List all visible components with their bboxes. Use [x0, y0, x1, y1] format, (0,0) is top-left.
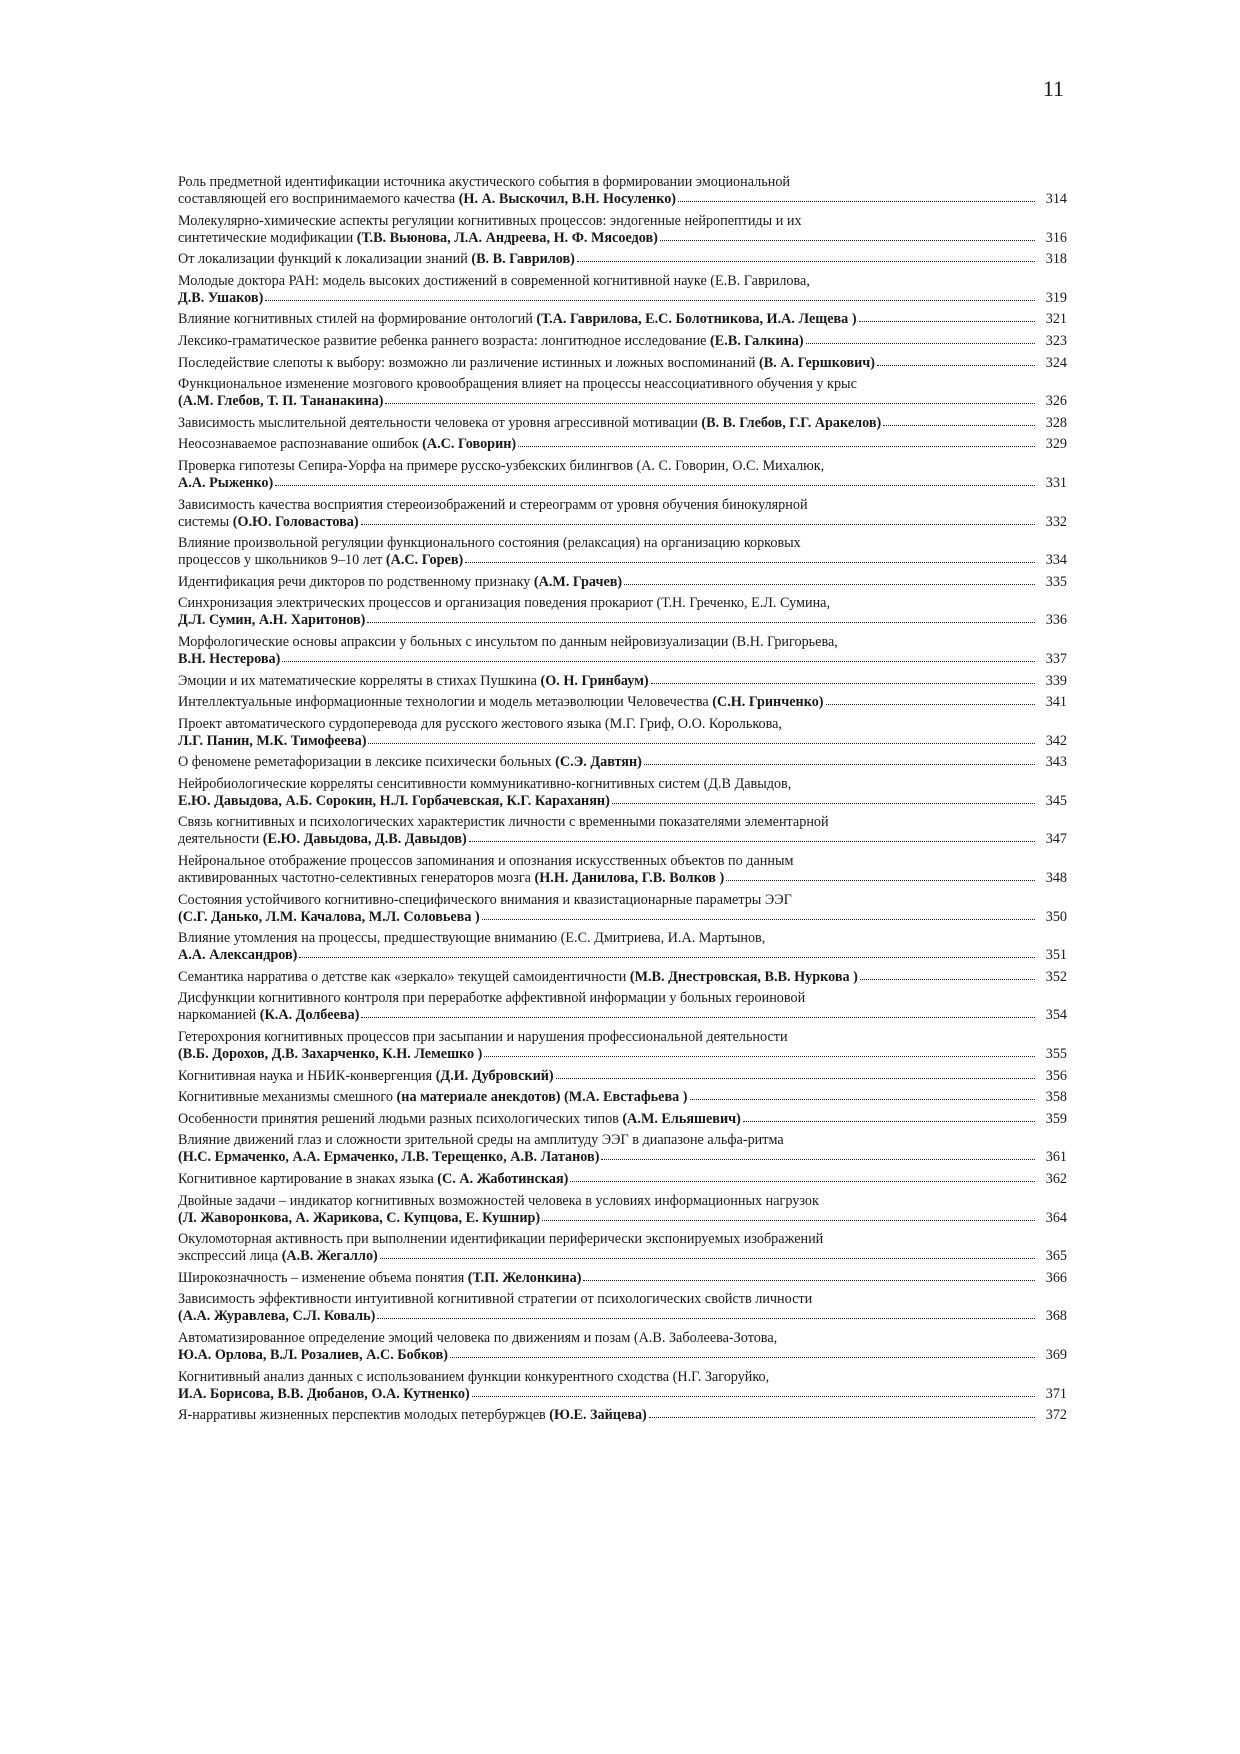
toc-entry-text [178, 754, 642, 771]
toc-entry-title-line: Гетерохрония когнитивных процессов при засыпании и нарушения профессиональной деятельности [178, 1029, 788, 1046]
toc-entry-text [178, 1089, 688, 1106]
toc-entry-page[interactable]: 334 [1045, 552, 1067, 569]
toc-entry[interactable] [178, 251, 1067, 268]
toc-entry-authors: (Т.П. Желонкина) [467, 1269, 582, 1286]
toc-entry-title-line: Роль предметной идентификации источника акустического события в формировании эмоциональной [178, 174, 790, 190]
toc-entry[interactable] [178, 1407, 1067, 1424]
toc-entry-final-line [178, 552, 1067, 569]
toc-entry-title-line: Двойные задачи – индикатор когнитивных возможностей человека в условиях информационных нагрузок [178, 1192, 819, 1209]
dot-leader [299, 955, 1035, 958]
toc-entry-text [178, 333, 804, 350]
toc-entry-title-line: Зависимость качества восприятия стереоизображений и стереограмм от уровня обучения бинокулярной [178, 496, 808, 513]
toc-entry-page[interactable]: 345 [1045, 792, 1067, 809]
toc-entry[interactable] [178, 754, 1067, 771]
toc-entry-final-line [178, 909, 1067, 926]
toc-entry-final-line [178, 355, 1067, 372]
toc-entry-authors: (В. В. Гаврилов) [471, 251, 575, 268]
toc-entry[interactable] [178, 458, 1067, 492]
toc-entry-text [178, 311, 857, 328]
toc-entry-title: Когнитивная наука и НБИК-конвергенция [178, 1067, 433, 1084]
toc-entry-page[interactable]: 314 [1045, 191, 1067, 207]
dot-leader [859, 319, 1035, 322]
toc-entry-authors: (Т.В. Вьюнова, Л.А. Андреева, Н. Ф. Мясоедов) [356, 229, 658, 246]
toc-entry[interactable] [178, 694, 1067, 711]
toc-entry[interactable] [178, 355, 1067, 372]
toc-entry-title-line: Молодые доктора РАН: модель высоких достижений в современной когнитивной науке (Е.В. Гаврилова, [178, 272, 810, 289]
toc-entry-title: Я-нарративы жизненных перспектив молодых петербуржцев [178, 1407, 546, 1424]
toc-entry-text [178, 1068, 554, 1085]
toc-entry-final-line [178, 475, 1067, 492]
toc-entry-page[interactable]: 359 [1045, 1110, 1067, 1127]
toc-entry-page[interactable]: 351 [1045, 947, 1067, 964]
toc-entry[interactable] [178, 1330, 1067, 1364]
toc-entry-text [178, 1210, 540, 1227]
toc-entry-text [178, 1248, 378, 1265]
toc-entry-page[interactable]: 347 [1045, 831, 1067, 848]
toc-entry-text [178, 733, 366, 750]
toc-entry-page[interactable]: 316 [1045, 229, 1067, 246]
toc-entry-title-line: Автоматизированное определение эмоций человека по движениям и позам (А.В. Заболеева-Зотова, [178, 1329, 778, 1346]
toc-entry-text [178, 673, 649, 690]
toc-entry-final-line [178, 1007, 1067, 1024]
toc-entry-authors: (К.А. Долбеева) [256, 1007, 360, 1024]
toc-entry-final-line [178, 733, 1067, 750]
toc-entry-authors: (О.Ю. Головастова) [232, 513, 359, 530]
toc-entry-final-line [178, 673, 1067, 690]
toc-entry-final-line [178, 694, 1067, 711]
toc-entry-authors: (А.М. Глебов, Т. П. Тананакина) [178, 393, 384, 410]
toc-entry-text [178, 870, 724, 887]
toc-entry-authors: (А.С. Говорин) [422, 436, 517, 453]
toc-entry-title: экспрессий лица [178, 1248, 279, 1265]
toc-entry-authors: (В. А. Гершкович) [758, 354, 876, 371]
toc-entry[interactable] [178, 333, 1067, 350]
toc-entry-title: Эмоции и их математические корреляты в стихах Пушкина [178, 672, 537, 689]
toc-entry-title: наркоманией [178, 1007, 257, 1024]
toc-entry-authors: (С.Г. Данько, Л.М. Качалова, М.Л. Соловьева ) [178, 908, 480, 925]
toc-entry-final-line [178, 191, 1067, 208]
toc-entry-text [178, 574, 622, 591]
toc-entry-final-line [178, 251, 1067, 268]
toc-entry-page[interactable]: 336 [1045, 612, 1067, 629]
toc-entry[interactable] [178, 1029, 1067, 1063]
toc-entry-page[interactable]: 365 [1045, 1248, 1067, 1265]
toc-entry-final-line [178, 333, 1067, 350]
toc-entry-title-line: Зависимость эффективности интуитивной когнитивной стратегии от психологических свойств личности [178, 1291, 813, 1308]
toc-entry[interactable] [178, 853, 1067, 887]
toc-entry-final-line [178, 793, 1067, 810]
toc-entry-authors: (В.Б. Дорохов, Д.В. Захарченко, К.Н. Лемешко ) [178, 1046, 483, 1063]
toc-entry-title: От локализации функций к локализации знаний [178, 251, 468, 268]
toc-entry-title: Влияние когнитивных стилей на формирование онтологий [178, 311, 533, 328]
toc-entry-text [178, 552, 463, 569]
toc-entry-authors: (Н.Н. Данилова, Г.В. Волков ) [534, 870, 725, 887]
toc-entry-final-line [178, 947, 1067, 964]
dot-leader [361, 522, 1035, 525]
toc-entry-title: деятельности [178, 831, 260, 848]
toc-entry-text [178, 230, 658, 247]
toc-entry-title: Когнитивное картирование в знаках языка [178, 1171, 434, 1187]
toc-entry[interactable] [178, 415, 1067, 432]
toc-entry-page[interactable]: 328 [1045, 414, 1067, 431]
toc-entry-page[interactable]: 372 [1045, 1407, 1067, 1424]
toc-entry-page[interactable]: 354 [1045, 1007, 1067, 1024]
dot-leader [556, 1076, 1035, 1079]
toc-entry-final-line [178, 415, 1067, 432]
toc-entry-title: процессов у школьников 9–10 лет [178, 552, 383, 569]
toc-entry[interactable] [178, 634, 1067, 668]
toc-entry-text [178, 1347, 448, 1364]
dot-leader [361, 1015, 1035, 1018]
toc-entry-text [178, 1007, 359, 1024]
toc-entry[interactable] [178, 673, 1067, 690]
toc-entry-title-line: Связь когнитивных и психологических характеристик личности с временными показателями элементарной [178, 814, 829, 831]
toc-entry-page[interactable]: 326 [1045, 393, 1067, 410]
toc-entry-authors: Л.Г. Панин, М.К. Тимофеева) [178, 732, 367, 749]
toc-entry-authors: (Е.Ю. Давыдова, Д.В. Давыдов) [262, 831, 467, 848]
toc-entry-text [178, 1171, 568, 1188]
toc-entry-page[interactable]: 339 [1045, 672, 1067, 689]
toc-entry[interactable] [178, 535, 1067, 569]
toc-entry-final-line [178, 1308, 1067, 1325]
dot-leader [577, 259, 1035, 262]
toc-entry[interactable] [178, 1089, 1067, 1106]
toc-entry-text [178, 947, 297, 964]
toc-entry-page[interactable]: 335 [1045, 573, 1067, 590]
dot-leader [690, 1097, 1036, 1100]
dot-leader [472, 1394, 1035, 1397]
toc-entry-final-line [178, 1089, 1067, 1106]
toc-entry-title: Интеллектуальные информационные технологии и модель метаэволюции Человечества [178, 694, 709, 711]
toc-entry-authors: Е.Ю. Давыдова, А.Б. Сорокин, Н.Л. Горбачевская, К.Г. Караханян) [178, 792, 610, 809]
toc-entry-text [178, 1046, 482, 1063]
dot-leader [450, 1355, 1035, 1358]
toc-entry-title-line: Синхронизация электрических процессов и организация поведения прокариот (Т.Н. Греченко, Е.Л. Сумина, [178, 595, 831, 612]
toc-entry-page[interactable]: 364 [1045, 1209, 1067, 1226]
toc-entry-authors: (А.С. Горев) [385, 552, 464, 569]
dot-leader [612, 801, 1035, 804]
dot-leader [644, 762, 1035, 765]
toc-entry-title: Идентификация речи дикторов по родственному признаку [178, 573, 531, 590]
toc-entry-final-line [178, 311, 1067, 328]
toc-entry-title: составляющей его воспринимаемого качества [178, 191, 456, 207]
toc-entry-title-line: Функциональное изменение мозгового кровообращения влияет на процессы неассоциативного обучения у крыс [178, 376, 857, 393]
toc-entry-text [178, 355, 875, 372]
dot-leader [385, 401, 1035, 404]
toc-entry[interactable] [178, 930, 1067, 964]
dot-leader [601, 1157, 1035, 1160]
toc-entry-title-line: Влияние утомления на процессы, предшествующие вниманию (Е.С. Дмитриева, И.А. Мартынов, [178, 930, 766, 947]
toc-entry-text [178, 969, 858, 986]
dot-leader [542, 1218, 1035, 1221]
toc-entry-title-line: Дисфункции когнитивного контроля при переработке аффективной информации у больных героиновой [178, 990, 806, 1007]
toc-entry-authors: (В. В. Глебов, Г.Г. Аракелов) [701, 414, 882, 431]
toc-entry-final-line [178, 612, 1067, 629]
dot-leader [482, 917, 1035, 920]
page-number: 11 [1042, 76, 1064, 101]
toc-entry-title-line: Нейробиологические корреляты сенситивности коммуникативно-когнитивных систем (Д.В Давыдов, [178, 775, 792, 792]
dot-leader [275, 483, 1035, 486]
toc-entry-title-line: Морфологические основы апраксии у больных с инсультом по данным нейровизуализации (В.Н. Григорьева, [178, 633, 838, 650]
toc-entry-final-line [178, 651, 1067, 668]
toc-entry-page[interactable]: 366 [1045, 1269, 1067, 1286]
toc-entry-authors: (М.В. Днестровская, В.В. Нуркова ) [626, 968, 858, 985]
toc-entry[interactable] [178, 376, 1067, 410]
toc-entry-title: Лексико-граматическое развитие ребенка раннего возраста: лонгитюдное исследование [178, 332, 707, 349]
dot-leader [806, 341, 1035, 344]
dot-leader [377, 1316, 1035, 1319]
toc-entry-final-line [178, 1386, 1067, 1403]
toc-entry-title: системы [178, 513, 230, 530]
toc-entry[interactable] [178, 1231, 1067, 1265]
toc-entry-text [178, 191, 676, 208]
toc-entry-page[interactable]: 356 [1045, 1067, 1067, 1084]
dot-leader [860, 977, 1035, 980]
toc-entry-authors: Д.Л. Сумин, А.Н. Харитонов) [178, 612, 366, 629]
toc-entry-title-line: Когнитивный анализ данных с использованием функции конкурентного сходства (Н.Г. Загоруйко, [178, 1368, 770, 1385]
toc-entry-authors: (Д.И. Дубровский) [432, 1067, 554, 1084]
toc-entry-page[interactable]: 332 [1045, 513, 1067, 530]
toc-entry-authors: (Л. Жаворонкова, А. Жарикова, С. Купцова, Е. Кушнир) [178, 1209, 541, 1226]
toc-entry-page[interactable]: 361 [1045, 1149, 1067, 1166]
dot-leader [826, 702, 1035, 705]
toc-entry-page[interactable]: 358 [1045, 1089, 1067, 1106]
dot-leader [660, 238, 1035, 241]
toc-entry[interactable] [178, 174, 1067, 208]
dot-leader [649, 1415, 1035, 1418]
toc-entry-authors: (Е.В. Галкина) [710, 332, 804, 349]
toc-entry-final-line [178, 1046, 1067, 1063]
toc-entry[interactable] [178, 990, 1067, 1024]
toc-entry-title: синтетические модификации [178, 229, 354, 246]
dot-leader [583, 1278, 1035, 1281]
toc-entry-page[interactable]: 324 [1045, 354, 1067, 371]
toc-entry-authors: А.А. Рыженко) [178, 474, 274, 491]
dot-leader [570, 1179, 1035, 1182]
dot-leader [380, 1256, 1035, 1259]
toc-entry[interactable] [178, 595, 1067, 629]
dot-leader [883, 423, 1035, 426]
dot-leader [877, 363, 1035, 366]
toc-entry-title-line: Состояния устойчивого когнитивно-специфического внимания и квазистационарные параметры ЭЭГ [178, 891, 792, 908]
toc-entry[interactable] [178, 311, 1067, 328]
toc-entry-text [178, 793, 610, 810]
toc-entry-final-line [178, 831, 1067, 848]
toc-entry-authors: (Ю.Е. Зайцева) [549, 1407, 647, 1424]
toc-entry-final-line [178, 436, 1067, 453]
toc-entry-title-line: Окуломоторная активность при выполнении идентификации периферически экспонируемых изображений [178, 1231, 824, 1248]
toc-entry-page[interactable]: 343 [1045, 754, 1067, 771]
dot-leader [518, 444, 1035, 447]
toc-entry[interactable] [178, 814, 1067, 848]
toc-entry-text [178, 694, 824, 711]
toc-entry-text [178, 1386, 470, 1403]
toc-entry-text [178, 1149, 599, 1166]
toc-entry-authors: В.Н. Нестерова) [178, 650, 281, 667]
toc-entry[interactable] [178, 892, 1067, 926]
toc-entry-title-line: Влияние движений глаз и сложности зрительной среды на амплитуду ЭЭГ в диапазоне альфа-ритма [178, 1132, 784, 1149]
toc-entry-authors: (Н.С. Ермаченко, А.А. Ермаченко, Л.В. Терещенко, А.В. Латанов) [178, 1149, 600, 1166]
toc-entry[interactable] [178, 273, 1067, 307]
dot-leader [282, 659, 1035, 662]
toc-entry-title: О феномене реметафоризации в лексике психически больных [178, 754, 552, 771]
toc-entry-authors: (А.В. Жегалло) [281, 1248, 378, 1265]
toc-entry-final-line [178, 1068, 1067, 1085]
toc-entry-final-line [178, 1210, 1067, 1227]
toc-entry-authors: (А.А. Журавлева, С.Л. Коваль) [178, 1308, 376, 1325]
dot-leader [367, 620, 1035, 623]
toc-entry-page[interactable]: 362 [1045, 1171, 1067, 1187]
toc-entry-title: Неосознаваемое распознавание ошибок [178, 436, 419, 453]
dot-leader [469, 839, 1035, 842]
toc-entry-authors: (Т.А. Гаврилова, Е.С. Болотникова, И.А. Лещева ) [536, 311, 857, 328]
dot-leader [651, 681, 1035, 684]
toc-entry-authors: И.А. Борисова, В.В. Дюбанов, О.А. Кутненко) [178, 1385, 470, 1402]
toc-entry-authors: (Н. А. Выскочил, В.Н. Носуленко) [458, 191, 677, 207]
toc-entry-final-line [178, 870, 1067, 887]
toc-entry-text [178, 290, 263, 307]
toc-entry-text [178, 393, 383, 410]
table-of-contents [178, 174, 1067, 1429]
toc-entry-final-line [178, 393, 1067, 410]
toc-entry-text [178, 612, 365, 629]
toc-entry-authors: (С.Э. Давтян) [551, 754, 642, 771]
toc-entry-page[interactable]: 337 [1045, 650, 1067, 667]
toc-entry-title-line: Влияние произвольной регуляции функционального состояния (релаксация) на организацию корковых [178, 535, 801, 552]
toc-entry[interactable] [178, 1171, 1067, 1188]
toc-entry-text [178, 1111, 741, 1128]
toc-entry-authors: (А.М. Грачев) [533, 573, 623, 590]
toc-entry-text [178, 1407, 647, 1424]
toc-entry-final-line [178, 574, 1067, 591]
toc-entry-title-line: Проверка гипотезы Сепира-Уорфа на примере русско-узбекских билингвов (А. С. Говорин, О.С. Михалюк, [178, 457, 825, 474]
toc-entry-page[interactable]: 348 [1045, 870, 1067, 887]
toc-entry-title: Когнитивные механизмы смешного [178, 1089, 393, 1106]
toc-entry-final-line [178, 1111, 1067, 1128]
toc-entry-page[interactable]: 368 [1045, 1308, 1067, 1325]
toc-entry-text [178, 651, 280, 668]
dot-leader [624, 582, 1035, 585]
toc-entry[interactable] [178, 1291, 1067, 1325]
toc-entry[interactable] [178, 1132, 1067, 1166]
toc-entry-authors: (А.М. Ельяшевич) [618, 1110, 741, 1127]
toc-entry-authors: Ю.А. Орлова, В.Л. Розалиев, А.С. Бобков) [178, 1346, 448, 1363]
toc-entry-final-line [178, 1270, 1067, 1287]
toc-entry-page[interactable]: 369 [1045, 1346, 1067, 1363]
dot-leader [465, 560, 1035, 563]
toc-entry-text [178, 831, 467, 848]
toc-entry-authors: А.А. Александров) [178, 947, 298, 964]
toc-entry-page[interactable]: 318 [1045, 251, 1067, 268]
toc-entry-page[interactable]: 319 [1045, 289, 1067, 306]
toc-entry[interactable] [178, 716, 1067, 750]
toc-entry-text [178, 1308, 375, 1325]
toc-entry-authors: (С. А. Жаботинская) [437, 1171, 569, 1187]
dot-leader [678, 199, 1035, 202]
toc-entry[interactable] [178, 574, 1067, 591]
toc-entry-text [178, 436, 516, 453]
toc-entry-final-line [178, 969, 1067, 986]
toc-entry[interactable] [178, 1193, 1067, 1227]
dot-leader [726, 878, 1035, 881]
toc-entry-page[interactable]: 352 [1045, 968, 1067, 985]
toc-entry-title: Последействие слепоты к выбору: возможно ли различение истинных и ложных воспоминаний [178, 354, 756, 371]
toc-entry-title: Особенности принятия решений людьми разных психологических типов [178, 1110, 619, 1127]
toc-entry-page[interactable]: 323 [1045, 332, 1067, 349]
toc-entry-text [178, 251, 575, 268]
toc-entry-page[interactable]: 350 [1045, 908, 1067, 925]
dot-leader [743, 1119, 1035, 1122]
toc-entry-title: Зависимость мыслительной деятельности человека от уровня агрессивной мотивации [178, 414, 698, 431]
toc-entry-page[interactable]: 331 [1045, 474, 1067, 491]
toc-entry[interactable] [178, 497, 1067, 531]
toc-entry-final-line [178, 1407, 1067, 1424]
dot-leader [484, 1054, 1035, 1057]
toc-entry-text [178, 1270, 581, 1287]
toc-entry-page[interactable]: 342 [1045, 732, 1067, 749]
toc-entry-title: активированных частотно-селективных генераторов мозга [178, 870, 531, 887]
dot-leader [368, 741, 1035, 744]
toc-entry-final-line [178, 1248, 1067, 1265]
toc-entry-final-line [178, 1347, 1067, 1364]
toc-entry-final-line [178, 1171, 1067, 1188]
toc-entry-page[interactable]: 371 [1045, 1385, 1067, 1402]
dot-leader [265, 298, 1035, 301]
toc-entry-final-line [178, 514, 1067, 531]
toc-entry[interactable] [178, 436, 1067, 453]
toc-entry-page[interactable]: 329 [1045, 436, 1067, 453]
toc-entry-authors: Д.В. Ушаков) [178, 289, 264, 306]
toc-entry-page[interactable]: 355 [1045, 1046, 1067, 1063]
toc-entry-text [178, 415, 881, 432]
toc-entry[interactable] [178, 1111, 1067, 1128]
toc-entry[interactable] [178, 1369, 1067, 1403]
toc-entry-text [178, 909, 480, 926]
toc-entry[interactable] [178, 776, 1067, 810]
toc-entry[interactable] [178, 213, 1067, 247]
toc-entry-title: Семантика нарратива о детстве как «зеркало» текущей самоидентичности [178, 968, 627, 985]
toc-entry-page[interactable]: 341 [1045, 694, 1067, 711]
toc-entry-final-line [178, 230, 1067, 247]
toc-entry-authors: (на материале анекдотов) (М.А. Евстафьева ) [396, 1089, 688, 1106]
toc-entry-text [178, 514, 359, 531]
toc-entry[interactable] [178, 1068, 1067, 1085]
toc-entry-title-line: Нейрональное отображение процессов запоминания и опознания искусственных объектов по данным [178, 853, 794, 870]
toc-entry[interactable] [178, 969, 1067, 986]
toc-entry-page[interactable]: 321 [1045, 311, 1067, 328]
toc-entry-final-line [178, 1149, 1067, 1166]
toc-entry-authors: (С.Н. Гринченко) [712, 694, 824, 711]
toc-entry-title-line: Проект автоматического сурдоперевода для русского жестового языка (М.Г. Гриф, О.О. Королькова, [178, 715, 782, 732]
toc-entry-authors: (О. Н. Гринбаум) [540, 672, 649, 689]
toc-entry-final-line [178, 754, 1067, 771]
toc-entry-text [178, 475, 273, 492]
toc-entry-final-line [178, 290, 1067, 307]
toc-entry-title-line: Молекулярно-химические аспекты регуляции когнитивных процессов: эндогенные нейропептиды и их [178, 212, 802, 229]
toc-entry[interactable] [178, 1270, 1067, 1287]
toc-entry-title: Широкозначность – изменение объема понятия [178, 1269, 465, 1286]
